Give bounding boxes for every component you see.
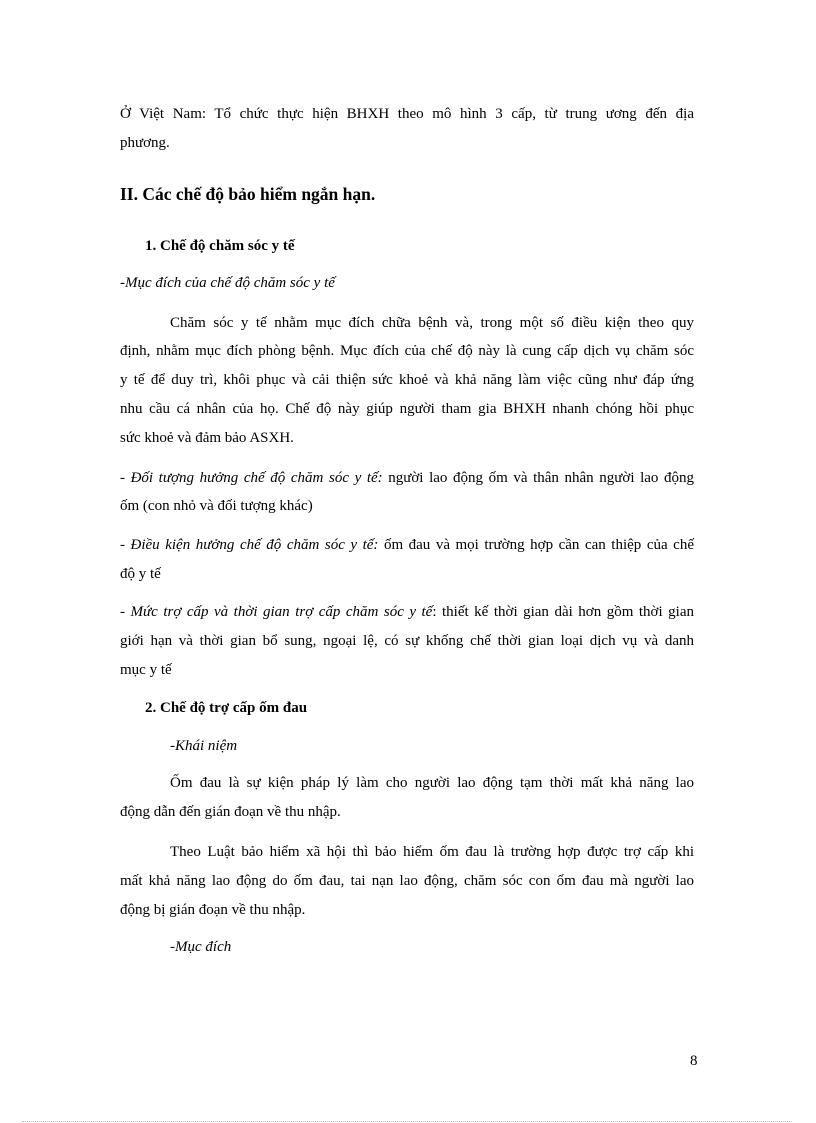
beneficiary-label: - Đối tượng hưởng chế độ chăm sóc y tế: xyxy=(120,470,389,486)
subsection-1-title: 1. Chế độ chăm sóc y tế xyxy=(145,238,295,254)
paragraph-line: Chăm sóc y tế nhằm mục đích chữa bệnh và, trong một số điều kiện theo quy xyxy=(170,315,694,331)
paragraph-line: nhu cầu cá nhân của họ. Chế độ này giúp người tham gia BHXH nhanh chóng hồi phục xyxy=(120,401,694,417)
paragraph-line: Theo Luật bảo hiểm xã hội thì bảo hiểm ốm đau là trường hợp được trợ cấp khi xyxy=(170,844,694,860)
paragraph-line: sức khoẻ và đảm bảo ASXH. xyxy=(120,430,294,446)
section-number: II. xyxy=(120,184,138,204)
section-title: Các chế độ bảo hiểm ngắn hạn. xyxy=(142,184,376,204)
page-number: 8 xyxy=(690,1053,698,1069)
benefit-line-3: mục y tế xyxy=(120,662,172,678)
section-heading xyxy=(120,184,375,205)
benefit-line-2: giới hạn và thời gian bổ sung, ngoại lệ, có sự khống chế thời gian loại dịch vụ và danh xyxy=(120,633,694,649)
condition-label: - Điều kiện hưởng chế độ chăm sóc y tế: xyxy=(120,537,384,553)
benefit-line-1 xyxy=(120,602,694,622)
paragraph-line: Ốm đau là sự kiện pháp lý làm cho người lao động tạm thời mất khả năng lao xyxy=(170,775,694,791)
condition-line-2: độ y tế xyxy=(120,566,161,582)
intro-line-2: phương. xyxy=(120,135,170,151)
beneficiary-text: người lao động ốm và thân nhân người lao động xyxy=(388,470,694,486)
paragraph-line: y tế để duy trì, khôi phục và cải thiện sức khoẻ và khả năng làm việc cũng như đáp ứng xyxy=(120,372,694,388)
condition-line-1 xyxy=(120,535,694,555)
paragraph-line: mất khả năng lao động do ốm đau, tai nạn lao động, chăm sóc con ốm đau mà người lao xyxy=(120,873,694,889)
paragraph-line: động bị gián đoạn về thu nhập. xyxy=(120,902,306,918)
paragraph-line: động dẫn đến gián đoạn về thu nhập. xyxy=(120,804,341,820)
beneficiary-line-2: ốm (con nhỏ và đối tượng khác) xyxy=(120,498,313,514)
purpose-label-2: -Mục đích xyxy=(170,939,232,955)
concept-label: -Khái niệm xyxy=(170,738,238,754)
benefit-label: - Mức trợ cấp và thời gian trợ cấp chăm sóc y tế xyxy=(120,604,433,620)
subsection-2-title: 2. Chế độ trợ cấp ốm đau xyxy=(145,700,308,716)
condition-text: ốm đau và mọi trường hợp cần can thiệp của chế xyxy=(383,537,694,553)
purpose-label: -Mục đích của chế độ chăm sóc y tế xyxy=(120,275,335,291)
paragraph-line: định, nhằm mục đích phòng bệnh. Mục đích của chế độ này là cung cấp dịch vụ chăm sóc xyxy=(120,343,694,359)
benefit-text: : thiết kế thời gian dài hơn gồm thời gian xyxy=(432,604,694,620)
page-bottom-divider xyxy=(22,1121,792,1122)
intro-line-1: Ở Việt Nam: Tổ chức thực hiện BHXH theo mô hình 3 cấp, từ trung ương đến địa xyxy=(120,106,694,122)
beneficiary-line-1 xyxy=(120,468,694,488)
